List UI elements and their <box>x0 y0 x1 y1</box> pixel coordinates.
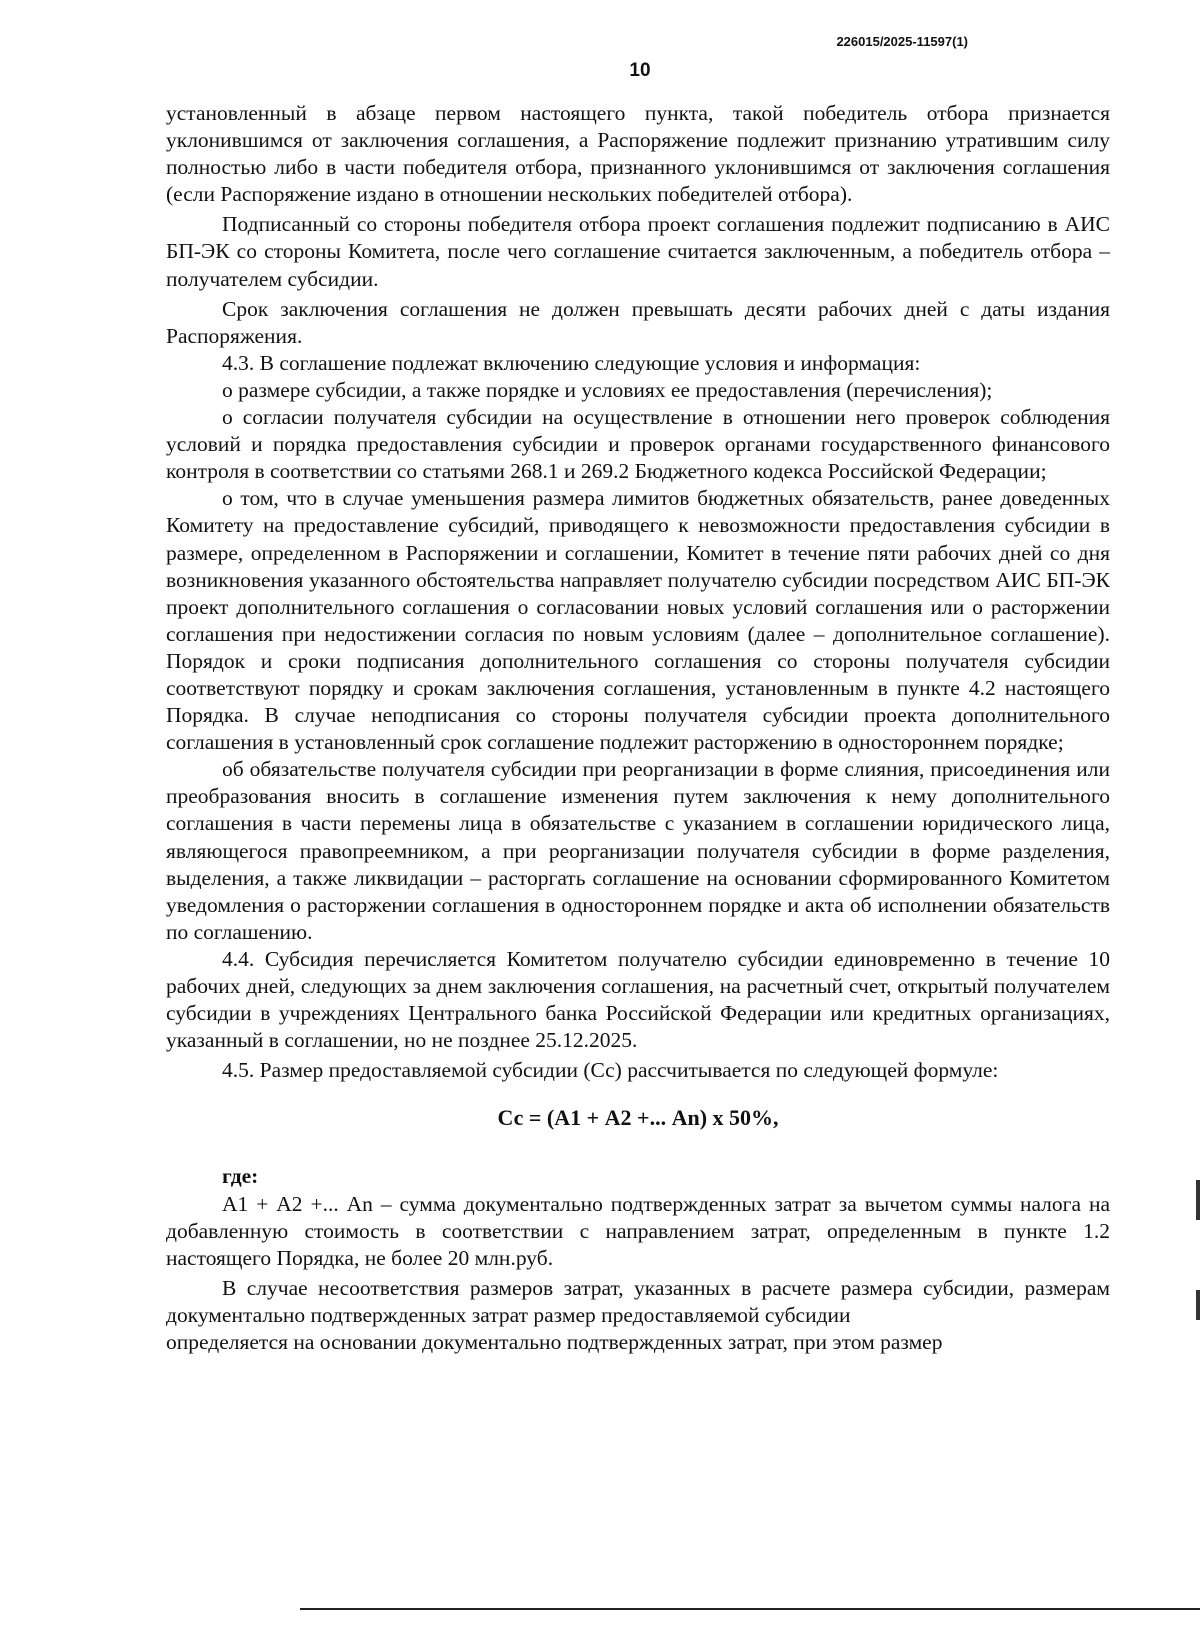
paragraph-limits: о том, что в случае уменьшения размера лимитов бюджетных обязательств, ранее доведенных Комитету на предоставление субсидий, приводящего к невозможности предоставления субсидии в размере, определенном в Распоряжении и соглашении, Комитет в течение пяти рабочих дней со дня возникновения указанного обстоятельства направляет получателю субсидии посредством АИС БП-ЭК проект дополнительного соглашения о согласовании новых условий соглашения или о расторжении соглашения при недостижении согласия по новым условиям (далее – дополнительное соглашение). Порядок и сроки подписания дополнительного соглашения со стороны получателя субсидии соответствуют порядку и срокам заключения соглашения, установленным в пункте 4.2 настоящего Порядка. В случае неподписания со стороны получателя субсидии проекта дополнительного соглашения в установленный срок соглашение подлежит расторжению в одностороннем порядке; <box>166 486 1110 755</box>
paragraph-last-line: определяется на основании документально подтвержденных затрат, при этом размер <box>166 1330 943 1355</box>
scan-edge-mark <box>1196 1290 1200 1320</box>
paragraph-mismatch: В случае несоответствия размеров затрат, указанных в расчете размера субсидии, размерам документально подтвержденных затрат размер предоставляемой субсидии <box>166 1275 1110 1327</box>
paragraph-signed-draft: Подписанный со стороны победителя отбора проект соглашения подлежит подписанию в АИС БП-ЭК со стороны Комитета, после чего соглашение считается заключенным, а победитель отбора – получателем субсидии. <box>166 212 1110 291</box>
paragraph-4-5: 4.5. Размер предоставляемой субсидии (Сс) рассчитывается по следующей формуле: <box>222 1058 999 1083</box>
paragraph-subsidy-size: о размере субсидии, а также порядке и условиях ее предоставления (перечисления); <box>222 377 993 402</box>
where-label: где: <box>222 1164 259 1189</box>
paragraph-4-4: 4.4. Субсидия перечисляется Комитетом получателю субсидии единовременно в течение 10 рабочих дней, следующих за днем заключения соглашения, на расчетный счет, открытый получателем субсидии в учреждениях Центрального банка Российской Федерации или кредитных организациях, указанный в соглашении, но не позднее 25.12.2025. <box>166 946 1110 1053</box>
document-body <box>166 100 1110 1356</box>
doc-number: 226015/2025-11597(1) <box>836 34 968 49</box>
paragraph-term: Срок заключения соглашения не должен превышать десяти рабочих дней с даты издания Распоряжения. <box>166 296 1110 348</box>
paragraph-formula-explanation: А1 + А2 +... Аn – сумма документально подтвержденных затрат за вычетом суммы налога на добавленную стоимость в соответствии с направлением затрат, определенным в пункте 1.2 настоящего Порядка, не более 20 млн.руб. <box>166 1191 1110 1270</box>
page-number: 10 <box>629 60 651 81</box>
paragraph-reorganization: об обязательстве получателя субсидии при реорганизации в форме слияния, присоединения или преобразования вносить в соглашение изменения путем заключения к нему дополнительного соглашения в части перемены лица в обязательстве с указанием в соглашении юридического лица, являющегося правопреемником, а при реорганизации получателя субсидии в форме разделения, выделения, а также ликвидации – расторгать соглашение на основании сформированного Комитетом уведомления о расторжении соглашения в одностороннем порядке и акта об исполнении обязательств по соглашению. <box>166 757 1110 944</box>
scan-bottom-line <box>300 1608 1200 1610</box>
paragraph-continuation: установленный в абзаце первом настоящего пункта, такой победитель отбора признается уклонившимся от заключения соглашения, а Распоряжение подлежит признанию утратившим силу полностью либо в части победителя отбора, признанного уклонившимся от заключения соглашения (если Распоряжение издано в отношении нескольких победителей отбора). <box>166 101 1110 207</box>
subsidy-formula: Сс = (А1 + А2 +... Аn) x 50%, <box>497 1105 779 1131</box>
scan-edge-mark <box>1196 1180 1200 1220</box>
paragraph-consent: о согласии получателя субсидии на осуществление в отношении него проверок соблюдения условий и порядка предоставления субсидии и проверок органами государственного финансового контроля в соответствии со статьями 268.1 и 269.2 Бюджетного кодекса Российской Федерации; <box>166 405 1110 484</box>
paragraph-4-3: 4.3. В соглашение подлежат включению следующие условия и информация: <box>222 350 921 375</box>
